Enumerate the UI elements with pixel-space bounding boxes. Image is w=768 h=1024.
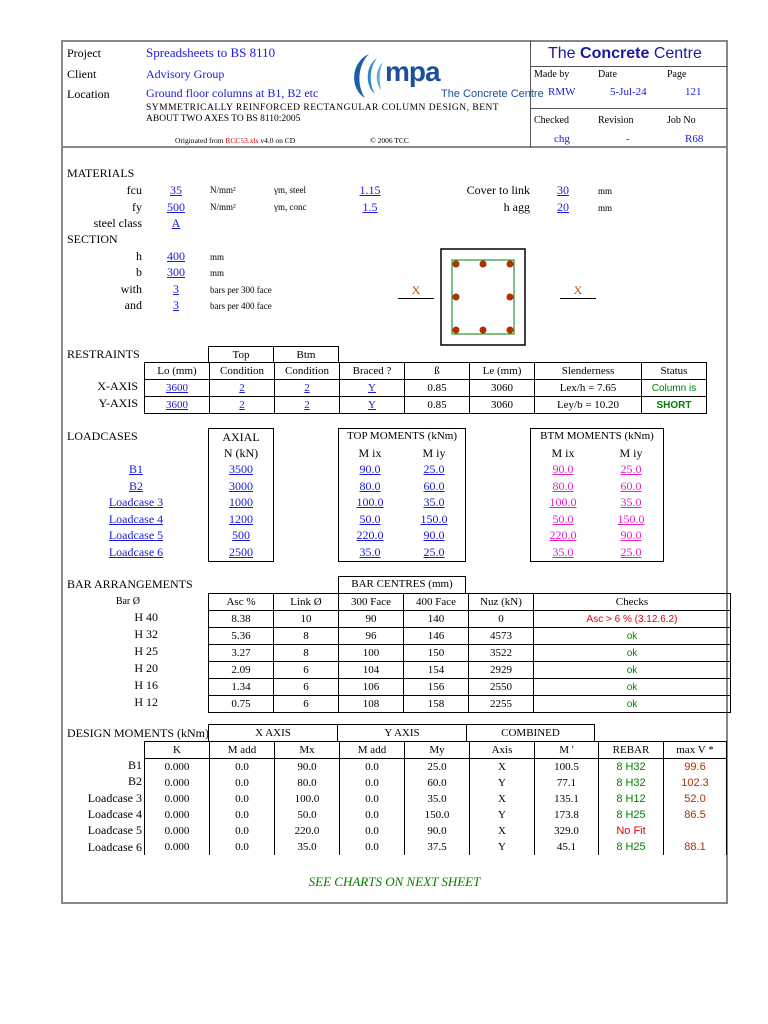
loadcase-name[interactable]: B1 [128,462,143,476]
h-label: h [136,249,142,263]
fy-unit: N/mm² [210,202,236,212]
page-value[interactable]: 121 [685,86,702,98]
column-section-diagram [440,248,526,346]
job-label: Job No [667,115,696,126]
design-loadcase-label: Loadcase 3 [87,790,142,805]
materials-title: MATERIALS [67,166,135,180]
rebar-result: 8 H25 [599,839,664,855]
max-shear-value: 99.6 [664,759,727,776]
h-input[interactable]: 400 [167,249,185,263]
design-loadcase-label: Loadcase 6 [87,839,142,854]
design-group-head: X AXIS Y AXIS COMBINED [208,724,595,742]
design-row: 0.000 0.0 35.0 0.0 37.5 Y 45.1 8 H25 88.1 [145,839,727,855]
btm-miy-input[interactable]: 25.0 [620,544,642,559]
restraint-row-x: 3600 2 2 Y 0.85 3060 Lex/h = 7.65 Column is [145,380,707,397]
bar-check-status: ok [534,696,731,713]
and-label: and [124,298,142,312]
gm-conc-label: γm, conc [274,202,307,212]
design-title: DESIGN MOMENTS (kNm) [67,726,209,740]
x-axis-left-label: X [398,283,434,299]
bar-size-label: H 32 [134,627,158,641]
bars-table: Asc % Link Ø 300 Face 400 Face Nuz (kN) Checks 8.38 10 90 140 0 Asc > 6 % (3.12.6.2) 5.36 8 96 146 4573 ok 3.27 8 100 150 3522 ok 2.09 6 104 154 2929 ok 1.34 6 106 156 2550 ok 0.75 6 108 158 2255 ok [208,593,731,713]
btm-mix-input[interactable]: 100.0 [549,495,577,509]
axial-load-input[interactable]: 1000 [229,495,253,509]
section-title: SECTION [67,232,118,246]
date-value[interactable]: 5-Jul-24 [610,86,647,98]
top-miy-input[interactable]: 150.0 [420,511,448,526]
copyright: © 2006 TCC [370,136,409,145]
top-mix-input[interactable]: 90.0 [359,462,381,476]
h-unit: mm [210,252,225,262]
bar-check-status: Asc > 6 % (3.12.6.2) [534,611,731,628]
project-label: Project [67,46,101,60]
loadcase-name[interactable]: Loadcase 4 [108,511,164,526]
design-row: 0.000 0.0 90.0 0.0 25.0 X 100.5 8 H32 99.6 [145,759,727,776]
loadcases-title: LOADCASES [67,429,138,443]
description-line1: SYMMETRICALLY REINFORCED RECTANGULAR COLUMN DESIGN, BENT [146,103,500,113]
top-mix-input[interactable]: 100.0 [356,495,384,509]
bar-row: 5.36 8 96 146 4573 ok [209,628,731,645]
rebar-result: No Fit [599,823,664,839]
bars-title: BAR ARRANGEMENTS [67,577,193,591]
design-loadcase-label: Loadcase 5 [87,823,142,838]
fcu-input[interactable]: 35 [170,183,182,197]
bar-size-label: H 16 [134,678,158,692]
restraints-title: RESTRAINTS [67,347,140,361]
bar-dia-header: Bar Ø [115,596,140,607]
bar-row: 3.27 8 100 150 3522 ok [209,645,731,662]
fcu-unit: N/mm² [210,185,236,195]
x-axis-right-label: X [560,283,596,299]
design-row: 0.000 0.0 80.0 0.0 60.0 Y 77.1 8 H32 102.3 [145,775,727,791]
project-value[interactable]: Spreadsheets to BS 8110 [146,45,276,60]
top-miy-input[interactable]: 35.0 [423,495,445,509]
top-miy-input[interactable]: 60.0 [423,478,445,493]
revision-value[interactable]: - [626,133,630,145]
loadcase-name[interactable]: Loadcase 5 [108,528,164,542]
top-mix-input[interactable]: 35.0 [359,544,381,559]
btm-mix-input[interactable]: 80.0 [552,478,574,493]
bar-size-label: H 20 [134,661,158,675]
btm-miy-input[interactable]: 60.0 [620,478,642,493]
hagg-input[interactable]: 20 [557,200,569,214]
gm-steel-label: γm, steel [274,185,306,195]
max-shear-value: 52.0 [664,791,727,807]
client-label: Client [67,67,97,81]
design-table: K M add Mx M add My Axis M ' REBAR max V * 0.000 0.0 90.0 0.0 25.0 X 100.5 8 H32 99.6 0.000 0.0 80.0 0.0 60.0 Y 77.1 8 H32 102.3 0.000 0.0 100.0 0.0 35.0 X 135.1 8 H12 52.0 0.000 0.0 50.0 0.0 150.0 Y 173.8 8 H25 86.5 0.000 0.0 220.0 0.0 90.0 X 329.0 No Fit 0.000 0.0 35.0 0.0 37.5 Y 45.1 8 H25 88.1 [144,741,727,855]
top-miy-input[interactable]: 25.0 [423,462,445,476]
steel-class-label: steel class [93,216,142,230]
hagg-label: h agg [503,200,530,214]
location-label: Location [67,87,110,101]
axial-load-input[interactable]: 1200 [229,511,253,526]
made-by-value[interactable]: RMW [548,86,576,98]
rebar-result: 8 H32 [599,775,664,791]
bar-check-status: ok [534,679,731,696]
rebar-result: 8 H25 [599,807,664,823]
cover-unit: mm [598,186,613,196]
checked-value[interactable]: chg [554,133,570,145]
mpa-logo [345,48,544,104]
restraints-table: Lo (mm) Condition Condition Braced ? ß Le (mm) Slenderness Status 3600 2 2 Y 0.85 3060 Lex/h = 7.65 Column is 3600 2 2 Y 0.85 3060 Ley/b = 10.20 SHORT [144,362,707,414]
cover-input[interactable]: 30 [557,183,569,197]
gm-steel-input[interactable]: 1.15 [359,183,381,197]
bar-centres-title: BAR CENTRES (mm) [338,576,466,594]
top-miy-input[interactable]: 25.0 [423,544,445,559]
steel-class-input[interactable]: A [171,216,181,230]
design-row: 0.000 0.0 220.0 0.0 90.0 X 329.0 No Fit [145,823,727,839]
page-label: Page [667,69,687,80]
design-row: 0.000 0.0 50.0 0.0 150.0 Y 173.8 8 H25 86.5 [145,807,727,823]
bars-300-input[interactable]: 3 [173,282,179,296]
cover-label: Cover to link [466,183,530,197]
bar-size-label: H 12 [134,695,158,709]
b-input[interactable]: 300 [167,265,185,279]
bar-check-status: ok [534,628,731,645]
btm-mix-input[interactable]: 90.0 [552,462,574,476]
design-loadcase-label: B2 [127,774,142,789]
gm-conc-input[interactable]: 1.5 [362,200,378,214]
btm-miy-input[interactable]: 25.0 [620,462,642,476]
top-mix-input[interactable]: 50.0 [359,511,381,526]
bar-row: 1.34 6 106 156 2550 ok [209,679,731,696]
top-mix-input[interactable]: 220.0 [356,528,384,542]
max-shear-value [664,823,727,839]
b-unit: mm [210,268,225,278]
logo-text: mpa [385,56,440,87]
btm-miy-input[interactable]: 150.0 [617,511,645,526]
loadcase-name[interactable]: Loadcase 6 [108,544,164,559]
axial-load-input[interactable]: 3000 [229,478,253,493]
hagg-unit: mm [598,203,613,213]
btm-mix-input[interactable]: 35.0 [552,544,574,559]
bar-row: 0.75 6 108 158 2255 ok [209,696,731,713]
btm-mix-input[interactable]: 220.0 [549,528,577,542]
design-loadcase-label: B1 [127,758,142,772]
bar-check-status: ok [534,645,731,662]
axial-load-input[interactable]: 500 [232,528,250,542]
bar-size-label: H 40 [134,610,158,624]
with-label: with [120,282,142,296]
rebar-result: 8 H32 [599,759,664,776]
fy-label: fy [132,200,142,214]
design-row: 0.000 0.0 100.0 0.0 35.0 X 135.1 8 H12 52.0 [145,791,727,807]
y-axis-label: Y-AXIS [98,396,138,410]
b-label: b [136,265,142,279]
bars-400-text: bars per 400 face [210,301,272,311]
charts-note: SEE CHARTS ON NEXT SHEET [308,874,481,889]
design-loadcase-label: Loadcase 4 [87,806,142,821]
btm-miy-input[interactable]: 90.0 [620,528,642,542]
btm-miy-input[interactable]: 35.0 [620,495,642,509]
bars-400-input[interactable]: 3 [173,298,179,312]
originated-line: Originated from RCC53.xls v4.0 on CD [175,136,296,145]
checked-label: Checked [534,115,569,126]
loadcase-name[interactable]: B2 [128,478,143,493]
job-value[interactable]: R68 [685,133,704,145]
bar-row: 8.38 10 90 140 0 Asc > 6 % (3.12.6.2) [209,611,731,628]
btm-mix-input[interactable]: 50.0 [552,511,574,526]
made-by-label: Made by [534,69,570,80]
top-mix-input[interactable]: 80.0 [359,478,381,493]
revision-label: Revision [598,115,634,126]
loadcase-name[interactable]: Loadcase 3 [108,495,164,509]
rebar-result: 8 H12 [599,791,664,807]
date-label: Date [598,69,617,80]
axial-load-input[interactable]: 2500 [229,544,253,559]
bar-row: 2.09 6 104 154 2929 ok [209,662,731,679]
max-shear-value: 102.3 [664,775,727,791]
fcu-label: fcu [126,183,142,197]
restraint-row-y: 3600 2 2 Y 0.85 3060 Ley/b = 10.20 SHORT [145,397,707,414]
brand-title: The Concrete Centre [548,45,702,62]
logo-subtext: The Concrete Centre [441,88,544,100]
location-value[interactable]: Ground floor columns at B1, B2 etc [146,86,319,100]
axial-load-input[interactable]: 3500 [229,462,253,476]
client-value[interactable]: Advisory Group [146,67,225,81]
bar-size-label: H 25 [134,644,158,658]
restraints-head-top: Top Btm [208,346,339,363]
top-miy-input[interactable]: 90.0 [423,528,445,542]
x-axis-label: X-AXIS [97,379,138,393]
bar-check-status: ok [534,662,731,679]
max-shear-value: 88.1 [664,839,727,855]
fy-input[interactable]: 500 [167,200,185,214]
max-shear-value: 86.5 [664,807,727,823]
bars-300-text: bars per 300 face [210,285,272,295]
description-line2: ABOUT TWO AXES TO BS 8110:2005 [146,114,301,124]
